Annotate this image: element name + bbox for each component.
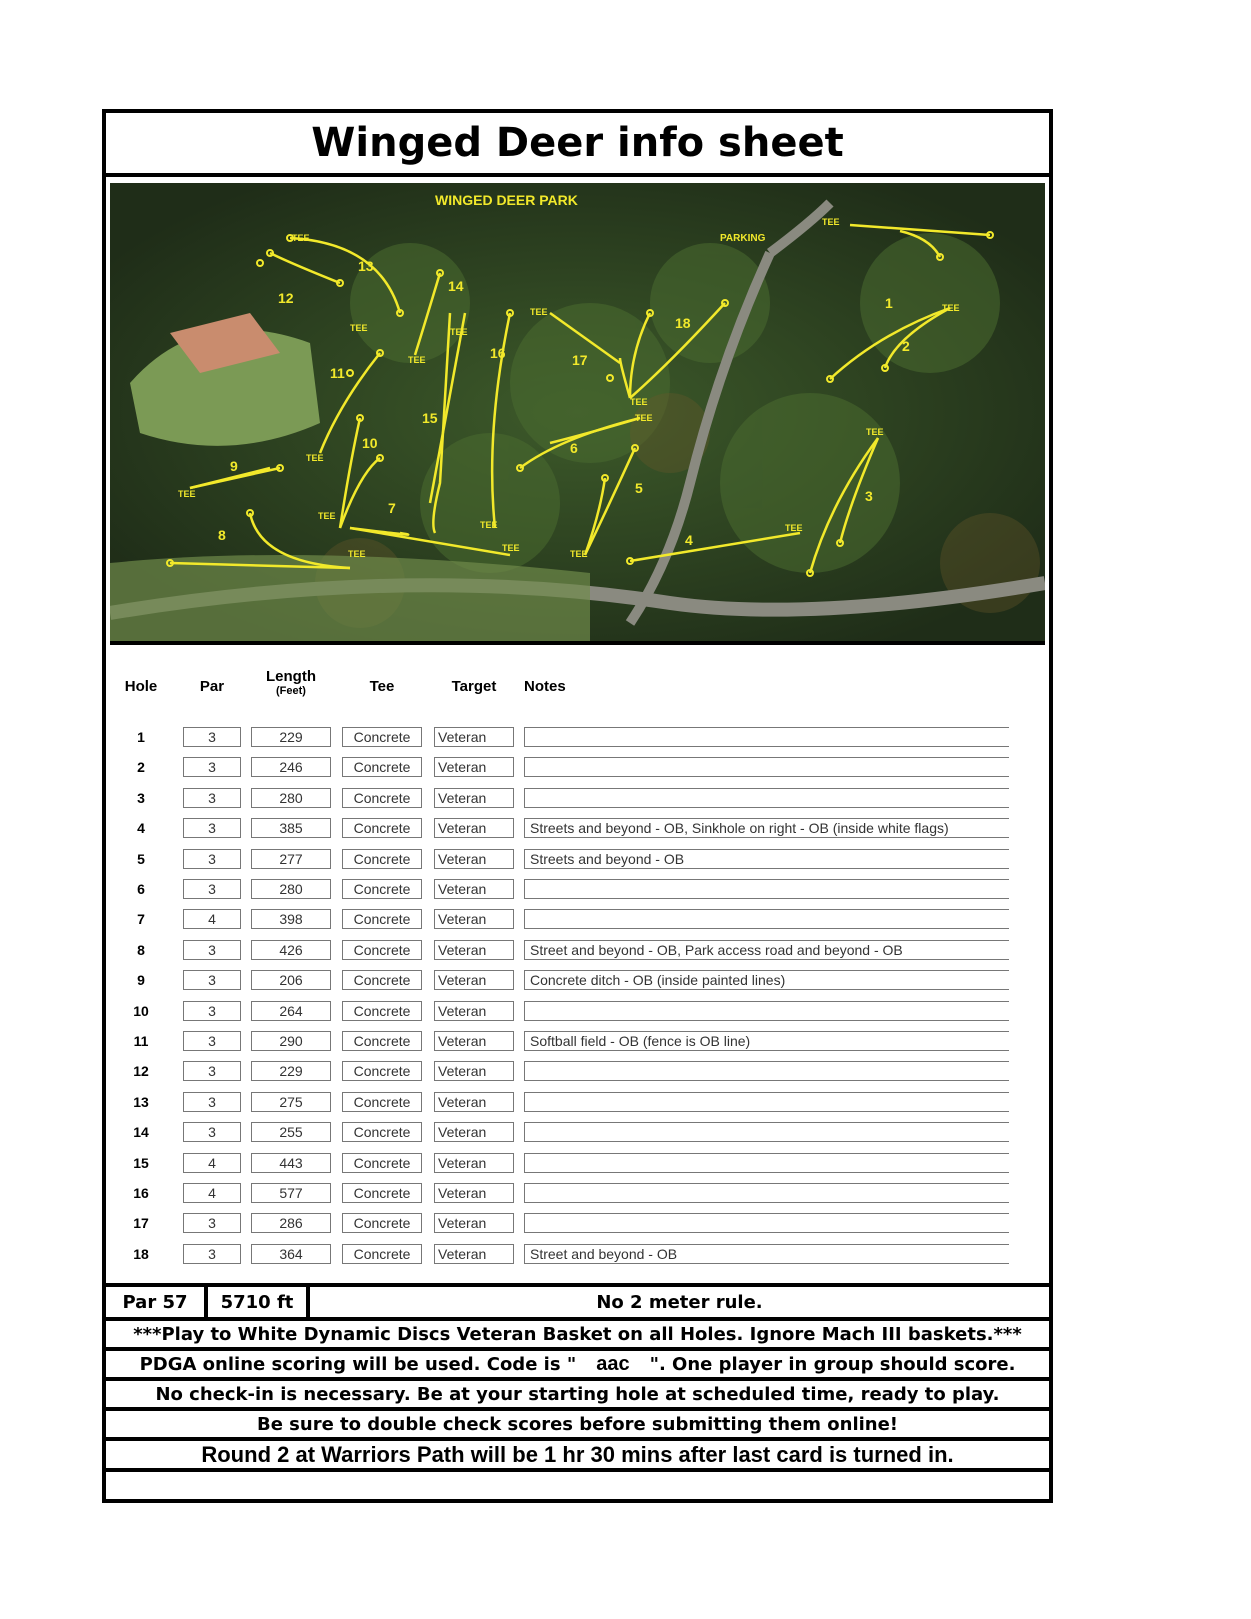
svg-text:2: 2 [902, 338, 910, 354]
length-field[interactable]: 398 [251, 909, 331, 929]
tee-label: TEE [502, 543, 520, 553]
tee-label: TEE [350, 323, 368, 333]
length-field[interactable]: 275 [251, 1092, 331, 1112]
scoring-note-pre: PDGA online scoring will be used. Code is " [139, 1353, 577, 1375]
hole-number: 8 [137, 941, 145, 958]
length-field[interactable]: 426 [251, 940, 331, 960]
table-row [106, 967, 1049, 998]
svg-text:9: 9 [230, 458, 238, 474]
table-row [106, 906, 1049, 937]
target-field[interactable]: Veteran [434, 909, 514, 929]
par-field[interactable]: 3 [183, 1061, 241, 1081]
length-field[interactable]: 577 [251, 1183, 331, 1203]
table-row [106, 785, 1049, 816]
svg-text:7: 7 [388, 500, 396, 516]
tee-label: TEE [822, 217, 840, 227]
tee-label: TEE [480, 520, 498, 530]
hole-number: 7 [137, 911, 145, 928]
tee-field[interactable]: Concrete [342, 1092, 422, 1112]
blank-row [106, 1468, 1049, 1499]
target-field[interactable]: Veteran [434, 970, 514, 990]
par-field[interactable]: 3 [183, 940, 241, 960]
notes-field[interactable] [524, 1061, 1009, 1081]
par-total: Par 57 [106, 1287, 208, 1317]
target-field[interactable]: Veteran [434, 1244, 514, 1264]
table-row [106, 1210, 1049, 1241]
scoring-note-post: ". One player in group should score. [649, 1353, 1016, 1375]
tee-field[interactable]: Concrete [342, 1213, 422, 1233]
table-row [106, 876, 1049, 907]
notes-field[interactable]: Concrete ditch - OB (inside painted lines) [524, 970, 1009, 990]
notes-field[interactable] [524, 909, 1009, 929]
par-field[interactable]: 3 [183, 970, 241, 990]
hole-number: 18 [133, 1245, 149, 1262]
tee-field[interactable]: Concrete [342, 1183, 422, 1203]
info-sheet [102, 109, 1053, 1503]
tee-field[interactable]: Concrete [342, 1001, 422, 1021]
hole-number: 5 [137, 850, 145, 867]
svg-text:4: 4 [685, 532, 693, 548]
target-field[interactable]: Veteran [434, 849, 514, 869]
length-field[interactable]: 286 [251, 1213, 331, 1233]
hole-number: 15 [133, 1154, 149, 1171]
par-field[interactable]: 3 [183, 788, 241, 808]
tee-label: TEE [866, 427, 884, 437]
tee-label: TEE [942, 303, 960, 313]
svg-text:14: 14 [448, 278, 464, 294]
hole-number: 2 [137, 759, 145, 776]
par-field[interactable]: 3 [183, 818, 241, 838]
hole-number: 1 [137, 729, 145, 745]
target-field[interactable]: Veteran [434, 940, 514, 960]
length-field[interactable]: 206 [251, 970, 331, 990]
par-field[interactable]: 3 [183, 727, 241, 747]
notes-field[interactable] [524, 879, 1009, 899]
length-field[interactable]: 229 [251, 1061, 331, 1081]
svg-text:15: 15 [422, 410, 438, 426]
tee-field[interactable]: Concrete [342, 970, 422, 990]
length-field[interactable]: 280 [251, 788, 331, 808]
meter-rule: No 2 meter rule. [596, 1291, 763, 1313]
tee-field[interactable]: Concrete [342, 757, 422, 777]
hole-number: 11 [133, 1033, 149, 1049]
notes-field[interactable]: Softball field - OB (fence is OB line) [524, 1031, 1009, 1051]
table-row [106, 1241, 1049, 1272]
length-field[interactable]: 364 [251, 1244, 331, 1264]
target-field[interactable]: Veteran [434, 1001, 514, 1021]
target-field[interactable]: Veteran [434, 1153, 514, 1173]
table-row [106, 724, 1049, 755]
length-field[interactable]: 264 [251, 1001, 331, 1021]
header-length-label: Length [266, 668, 316, 685]
notes-field[interactable] [524, 1122, 1009, 1142]
par-field[interactable]: 3 [183, 1092, 241, 1112]
page-title: Winged Deer info sheet [106, 113, 1049, 177]
notes-field[interactable] [524, 1153, 1009, 1173]
length-field[interactable]: 229 [251, 727, 331, 747]
tee-label: TEE [635, 413, 653, 423]
tee-field[interactable]: Concrete [342, 788, 422, 808]
notes-field[interactable]: Street and beyond - OB [524, 1244, 1009, 1264]
par-field[interactable]: 3 [183, 1001, 241, 1021]
notes-field[interactable] [524, 727, 1009, 747]
tee-label: TEE [318, 511, 336, 521]
notes-field[interactable]: Streets and beyond - OB [524, 849, 1009, 869]
header-tee: Tee [369, 678, 395, 695]
hole-number: 14 [133, 1124, 149, 1141]
tee-label: TEE [570, 549, 588, 559]
table-row [106, 754, 1049, 785]
tee-label: TEE [292, 233, 310, 243]
hole-number: 3 [137, 789, 145, 806]
double-check-note: Be sure to double check scores before submitting them online! [106, 1407, 1049, 1437]
header-hole: Hole [124, 678, 158, 695]
scoring-note [106, 1347, 1049, 1377]
header-length [251, 668, 331, 697]
par-field[interactable]: 3 [183, 1213, 241, 1233]
header-target: Target [451, 678, 497, 695]
target-field[interactable]: Veteran [434, 818, 514, 838]
tee-label: TEE [306, 453, 324, 463]
notes-field[interactable] [524, 788, 1009, 808]
target-field[interactable]: Veteran [434, 788, 514, 808]
hole-number: 13 [133, 1093, 149, 1110]
tee-field[interactable]: Concrete [342, 909, 422, 929]
length-field[interactable]: 290 [251, 1031, 331, 1051]
svg-text:10: 10 [362, 435, 378, 451]
tee-field[interactable]: Concrete [342, 727, 422, 747]
notes-field[interactable]: Street and beyond - OB, Park access road and beyond - OB [524, 940, 1009, 960]
target-field[interactable]: Veteran [434, 1183, 514, 1203]
hole-number: 17 [133, 1215, 149, 1232]
basket-note: ***Play to White Dynamic Discs Veteran Basket on all Holes. Ignore Mach III baskets.*** [106, 1317, 1049, 1347]
hole-number: 12 [133, 1063, 149, 1080]
par-field[interactable]: 3 [183, 849, 241, 869]
target-field[interactable]: Veteran [434, 727, 514, 747]
notes-field[interactable] [524, 1183, 1009, 1203]
tee-label: TEE [178, 489, 196, 499]
round2-note: Round 2 at Warriors Path will be 1 hr 30 mins after last card is turned in. [106, 1437, 1049, 1468]
checkin-note: No check-in is necessary. Be at your starting hole at scheduled time, ready to play. [106, 1377, 1049, 1407]
hole-number: 10 [133, 1002, 149, 1019]
table-row [106, 1180, 1049, 1211]
notes-field[interactable] [524, 1213, 1009, 1233]
scoring-code: aac [596, 1352, 630, 1375]
svg-text:12: 12 [278, 290, 294, 306]
park-label: WINGED DEER PARK [435, 192, 578, 208]
tee-label: TEE [785, 523, 803, 533]
table-row [106, 1150, 1049, 1181]
svg-text:5: 5 [635, 480, 643, 496]
target-field[interactable]: Veteran [434, 757, 514, 777]
table-row [106, 1089, 1049, 1120]
notes-field[interactable] [524, 757, 1009, 777]
totals-row [106, 1283, 1049, 1317]
par-field[interactable]: 3 [183, 879, 241, 899]
target-field[interactable]: Veteran [434, 1092, 514, 1112]
svg-text:13: 13 [358, 258, 374, 274]
svg-text:11: 11 [330, 365, 345, 381]
parking-label: PARKING [720, 233, 766, 244]
notes-field[interactable] [524, 1092, 1009, 1112]
par-field[interactable]: 3 [183, 1244, 241, 1264]
table-row [106, 937, 1049, 968]
svg-text:8: 8 [218, 527, 226, 543]
notes-field[interactable] [524, 1001, 1009, 1021]
target-field[interactable]: Veteran [434, 1213, 514, 1233]
tee-field[interactable]: Concrete [342, 1244, 422, 1264]
hole-number: 6 [137, 881, 145, 897]
hole-number: 4 [137, 820, 145, 837]
tee-field[interactable]: Concrete [342, 818, 422, 838]
svg-text:16: 16 [490, 345, 506, 361]
length-field[interactable]: 246 [251, 757, 331, 777]
svg-text:6: 6 [570, 440, 578, 456]
notes-field[interactable]: Streets and beyond - OB, Sinkhole on right - OB (inside white flags) [524, 818, 1009, 838]
par-field[interactable]: 3 [183, 757, 241, 777]
hole-number: 9 [137, 972, 145, 989]
target-field[interactable]: Veteran [434, 1031, 514, 1051]
svg-text:3: 3 [865, 488, 873, 504]
length-field[interactable]: 255 [251, 1122, 331, 1142]
tee-field[interactable]: Concrete [342, 1031, 422, 1051]
hole-table [106, 658, 1049, 1283]
par-field[interactable]: 3 [183, 1122, 241, 1142]
tee-label: TEE [450, 327, 468, 337]
length-field[interactable]: 277 [251, 849, 331, 869]
header-notes: Notes [524, 678, 566, 695]
length-field[interactable]: 385 [251, 818, 331, 838]
hole-number: 16 [133, 1185, 149, 1201]
length-field[interactable]: 280 [251, 879, 331, 899]
target-field[interactable]: Veteran [434, 1061, 514, 1081]
course-map [110, 183, 1045, 645]
par-field[interactable]: 4 [183, 1183, 241, 1203]
length-total: 5710 ft [208, 1287, 310, 1317]
tee-field[interactable]: Concrete [342, 849, 422, 869]
table-row [106, 846, 1049, 877]
table-row [106, 998, 1049, 1029]
tee-field[interactable]: Concrete [342, 940, 422, 960]
tee-label: TEE [348, 549, 366, 559]
par-field[interactable]: 4 [183, 909, 241, 929]
table-row [106, 1119, 1049, 1150]
header-par: Par [199, 678, 225, 695]
header-length-unit: (Feet) [276, 685, 306, 697]
tee-label: TEE [408, 355, 426, 365]
table-row [106, 1058, 1049, 1089]
par-field[interactable]: 3 [183, 1031, 241, 1051]
svg-text:17: 17 [572, 352, 588, 368]
tee-label: TEE [630, 397, 648, 407]
tee-field[interactable]: Concrete [342, 1122, 422, 1142]
svg-text:1: 1 [885, 295, 893, 311]
par-field[interactable]: 4 [183, 1153, 241, 1173]
target-field[interactable]: Veteran [434, 1122, 514, 1142]
tee-field[interactable]: Concrete [342, 1061, 422, 1081]
target-field[interactable]: Veteran [434, 879, 514, 899]
tee-label: TEE [530, 307, 548, 317]
table-row [106, 815, 1049, 846]
course-map-graphic [110, 183, 1045, 641]
tee-field[interactable]: Concrete [342, 879, 422, 899]
table-row [106, 1028, 1049, 1059]
svg-text:18: 18 [675, 315, 691, 331]
tee-field[interactable]: Concrete [342, 1153, 422, 1173]
length-field[interactable]: 443 [251, 1153, 331, 1173]
